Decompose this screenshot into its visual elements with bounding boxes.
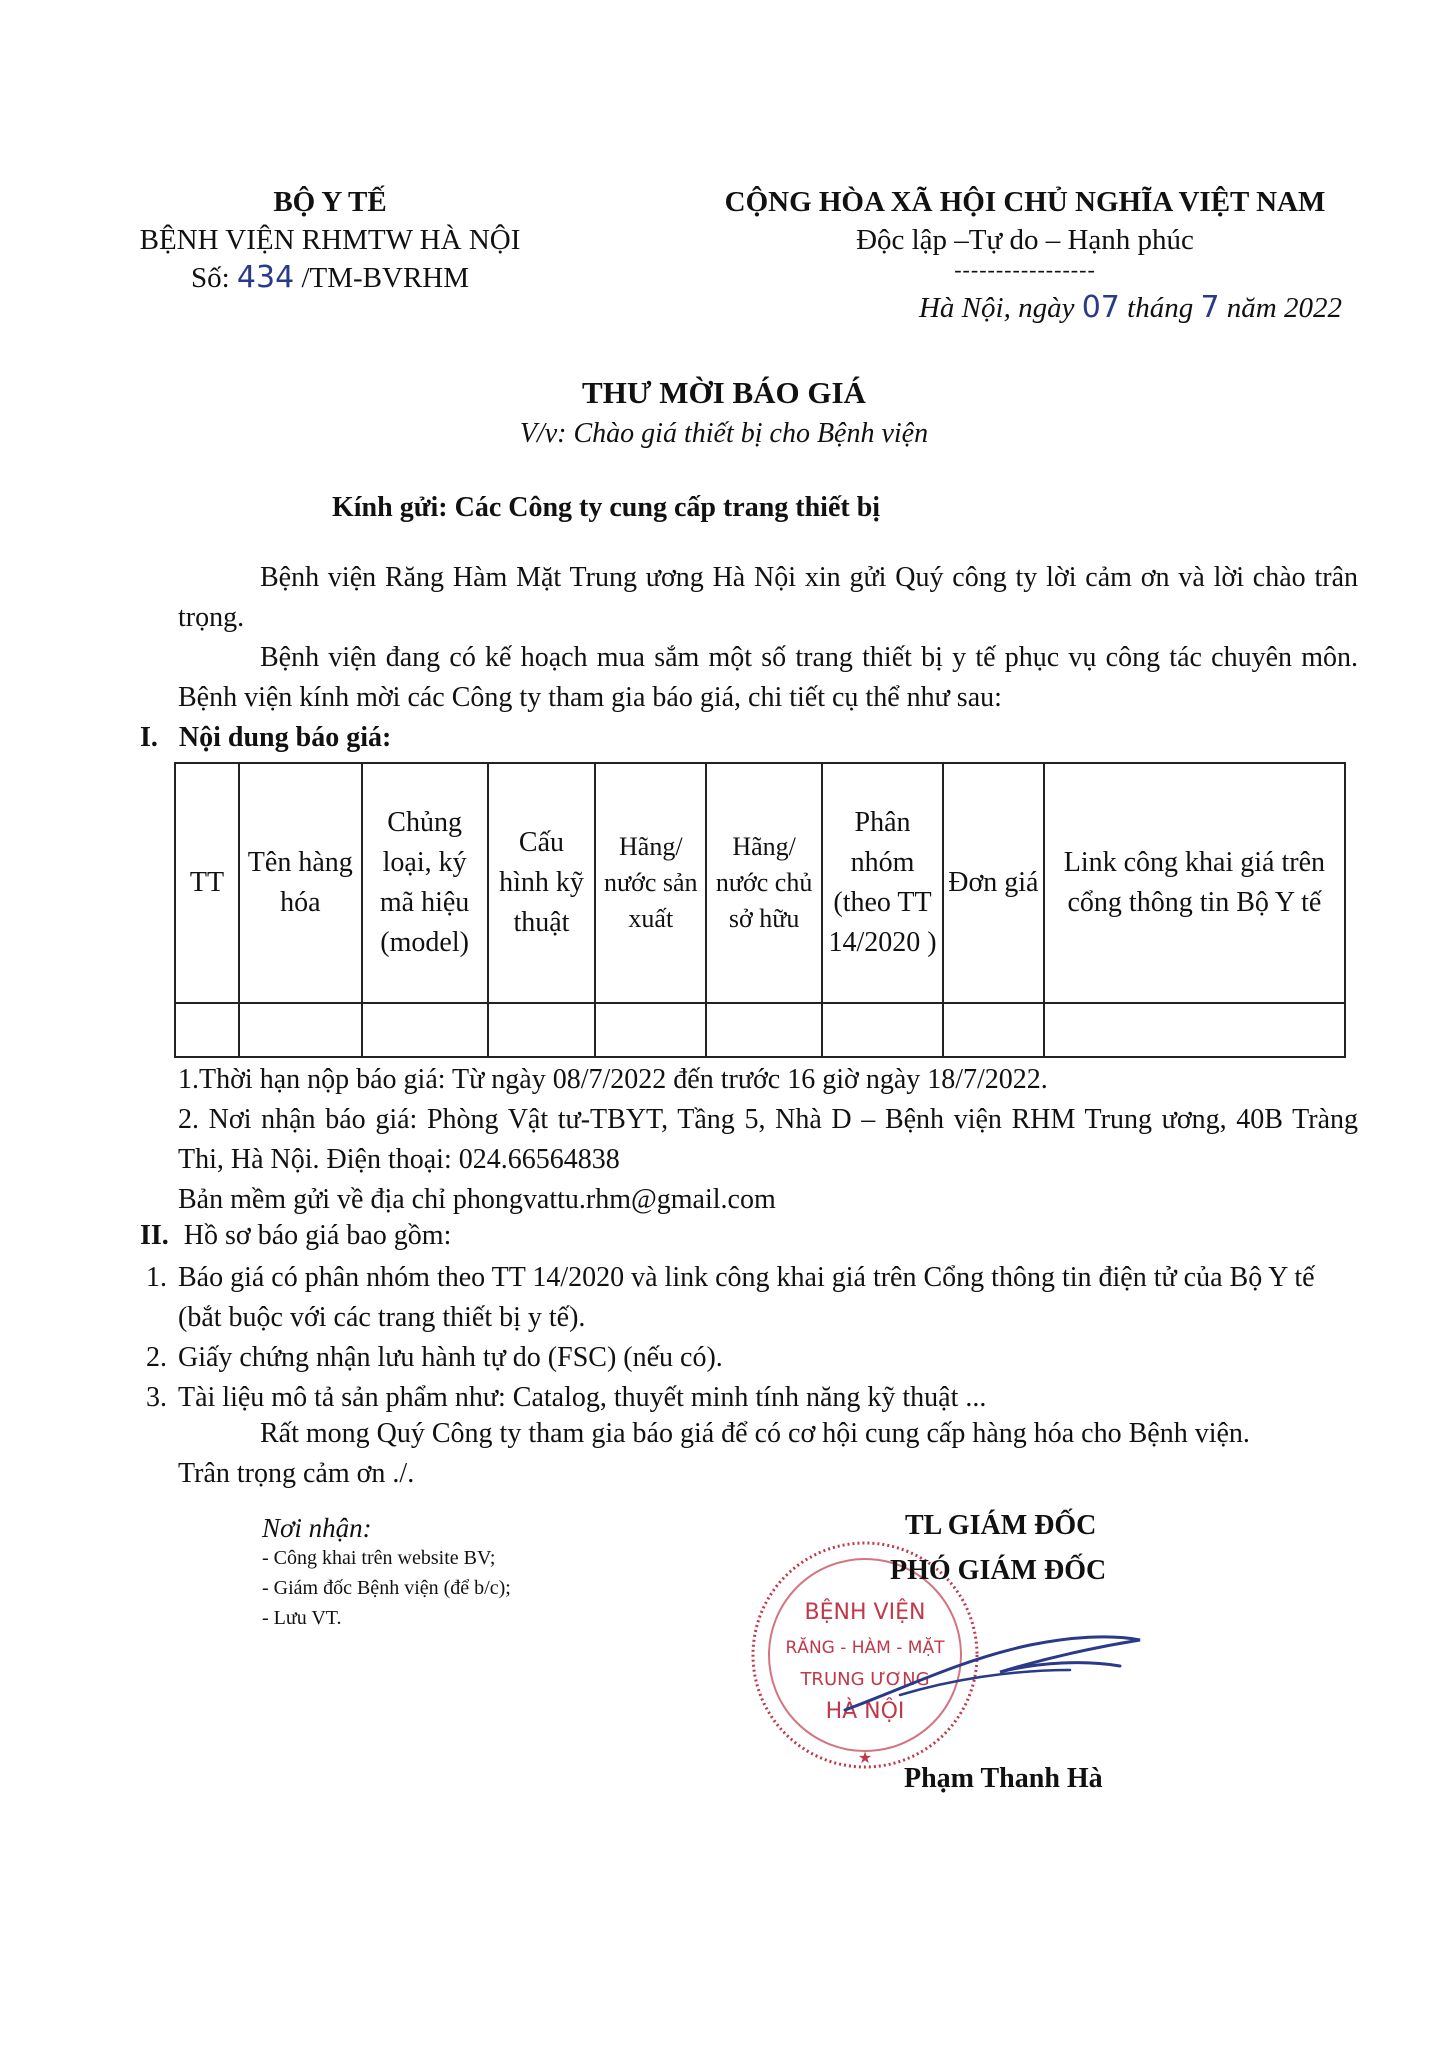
col-header-manufacturer: Hãng/ nước sản xuất	[595, 763, 706, 1003]
list-item-number: 3.	[146, 1382, 167, 1413]
national-header	[680, 183, 1370, 327]
number-handwritten: 434	[236, 260, 295, 295]
hospital-name: BỆNH VIỆN RHMTW HÀ NỘI	[139, 224, 521, 256]
section-1-title: Nội dung báo giá:	[178, 722, 392, 753]
recipient-line: Kính gửi: Các Công ty cung cấp trang thiết bị	[332, 492, 881, 523]
header-divider: -----------------	[954, 257, 1096, 282]
table-cell	[595, 1003, 706, 1057]
seal-star-icon: ★	[857, 1750, 873, 1767]
section-2-title: Hồ sơ báo giá bao gồm:	[183, 1220, 452, 1251]
date-month-handwritten: 7	[1200, 290, 1220, 325]
table-row	[175, 1003, 1345, 1057]
date-suffix: năm 2022	[1226, 292, 1342, 324]
recipients-block	[262, 1513, 511, 1633]
national-motto: Độc lập –Tự do – Hạnh phúc	[856, 224, 1194, 256]
note-deadline: 1.Thời hạn nộp báo giá: Từ ngày 08/7/2022 đến trước 16 giờ ngày 18/7/2022.	[178, 1064, 1048, 1095]
note-email: Bản mềm gửi về địa chỉ phongvattu.rhm@gmail.com	[178, 1184, 776, 1215]
date-month-label: tháng	[1127, 292, 1194, 324]
note-address: 2. Nơi nhận báo giá: Phòng Vật tư-TBYT, Tầng 5, Nhà D – Bệnh viện RHM Trung ương, 40B Tràng Thi, Hà Nội. Điện thoại: 024.66564838	[178, 1104, 1358, 1175]
signature-title-1: TL GIÁM ĐỐC	[905, 1510, 1097, 1541]
section-1-heading	[140, 722, 391, 754]
col-header-unit-price: Đơn giá	[943, 763, 1044, 1003]
col-header-item-name: Tên hàng hóa	[239, 763, 362, 1003]
col-header-group: Phân nhóm (theo TT 14/2020 )	[822, 763, 943, 1003]
table-cell	[175, 1003, 239, 1057]
closing-line-1: Rất mong Quý Công ty tham gia báo giá để có cơ hội cung cấp hàng hóa cho Bệnh viện.	[260, 1418, 1250, 1449]
quote-table	[174, 762, 1346, 1058]
seal-text-2: RĂNG - HÀM - MẶT	[785, 1638, 945, 1658]
document-number	[100, 259, 560, 297]
col-header-tt: TT	[175, 763, 239, 1003]
number-prefix: Số:	[190, 262, 230, 294]
document-title: THƯ MỜI BÁO GIÁ	[582, 375, 866, 410]
country-name: CỘNG HÒA XÃ HỘI CHỦ NGHĨA VIỆT NAM	[724, 186, 1326, 218]
table-cell	[239, 1003, 362, 1057]
recipient-item: - Công khai trên website BV;	[262, 1547, 496, 1569]
date-day-handwritten: 07	[1081, 290, 1120, 325]
list-item-number: 1.	[146, 1262, 167, 1293]
section-2-number: II.	[140, 1220, 169, 1251]
table-cell	[362, 1003, 488, 1057]
col-header-model: Chủng loại, ký mã hiệu (model)	[362, 763, 488, 1003]
recipient-item: - Lưu VT.	[262, 1607, 342, 1629]
signature-title-2: PHÓ GIÁM ĐỐC	[890, 1555, 1107, 1586]
recipients-title: Nơi nhận:	[262, 1513, 372, 1543]
signer-name: Phạm Thanh Hà	[904, 1763, 1103, 1794]
table-cell	[488, 1003, 596, 1057]
table-cell	[1044, 1003, 1345, 1057]
ministry-name: BỘ Y TẾ	[273, 186, 387, 218]
list-item	[146, 1378, 1356, 1418]
table-header-row	[175, 763, 1345, 1003]
notes-block	[178, 1060, 1358, 1220]
col-header-owner: Hãng/ nước chủ sở hữu	[706, 763, 822, 1003]
intro-paragraph-1: Bệnh viện Răng Hàm Mặt Trung ương Hà Nội xin gửi Quý công ty lời cảm ơn và lời chào trân trọng.	[178, 562, 1358, 633]
closing-line-2: Trân trọng cảm ơn ./.	[178, 1458, 415, 1489]
seal-text-1: BỆNH VIỆN	[804, 1600, 926, 1625]
requirements-list	[146, 1258, 1356, 1418]
section-1-number: I.	[140, 722, 158, 753]
number-suffix: /TM-BVRHM	[301, 262, 470, 294]
issuer-block	[100, 183, 560, 297]
seal-text-3: TRUNG ƯƠNG	[800, 1669, 930, 1690]
list-item-text: Tài liệu mô tả sản phẩm như: Catalog, thuyết minh tính năng kỹ thuật ...	[178, 1382, 987, 1413]
list-item-text: Báo giá có phân nhóm theo TT 14/2020 và link công khai giá trên Cổng thông tin điện tử của Bộ Y tế (bắt buộc với các trang thiết bị y tế).	[178, 1262, 1315, 1333]
table-cell	[943, 1003, 1044, 1057]
list-item	[146, 1258, 1356, 1338]
handwritten-signature	[840, 1600, 1150, 1720]
col-header-price-link: Link công khai giá trên cổng thông tin Bộ Y tế	[1044, 763, 1345, 1003]
recipient-item: - Giám đốc Bệnh viện (để b/c);	[262, 1577, 511, 1599]
table-cell	[706, 1003, 822, 1057]
date-line	[680, 289, 1370, 327]
col-header-configuration: Cấu hình kỹ thuật	[488, 763, 596, 1003]
date-prefix: Hà Nội, ngày	[918, 292, 1075, 324]
list-item-text: Giấy chứng nhận lưu hành tự do (FSC) (nếu có).	[178, 1342, 723, 1373]
table-cell	[822, 1003, 943, 1057]
intro-paragraph-2: Bệnh viện đang có kế hoạch mua sắm một số trang thiết bị y tế phục vụ công tác chuyên môn. Bệnh viện kính mời các Công ty tham gia báo giá, chi tiết cụ thể như sau:	[178, 642, 1358, 713]
document-subject: V/v: Chào giá thiết bị cho Bệnh viện	[519, 418, 929, 449]
seal-text-4: HÀ NỘI	[825, 1699, 905, 1724]
list-item-number: 2.	[146, 1342, 167, 1373]
list-item	[146, 1338, 1356, 1378]
section-2-heading	[140, 1220, 451, 1252]
